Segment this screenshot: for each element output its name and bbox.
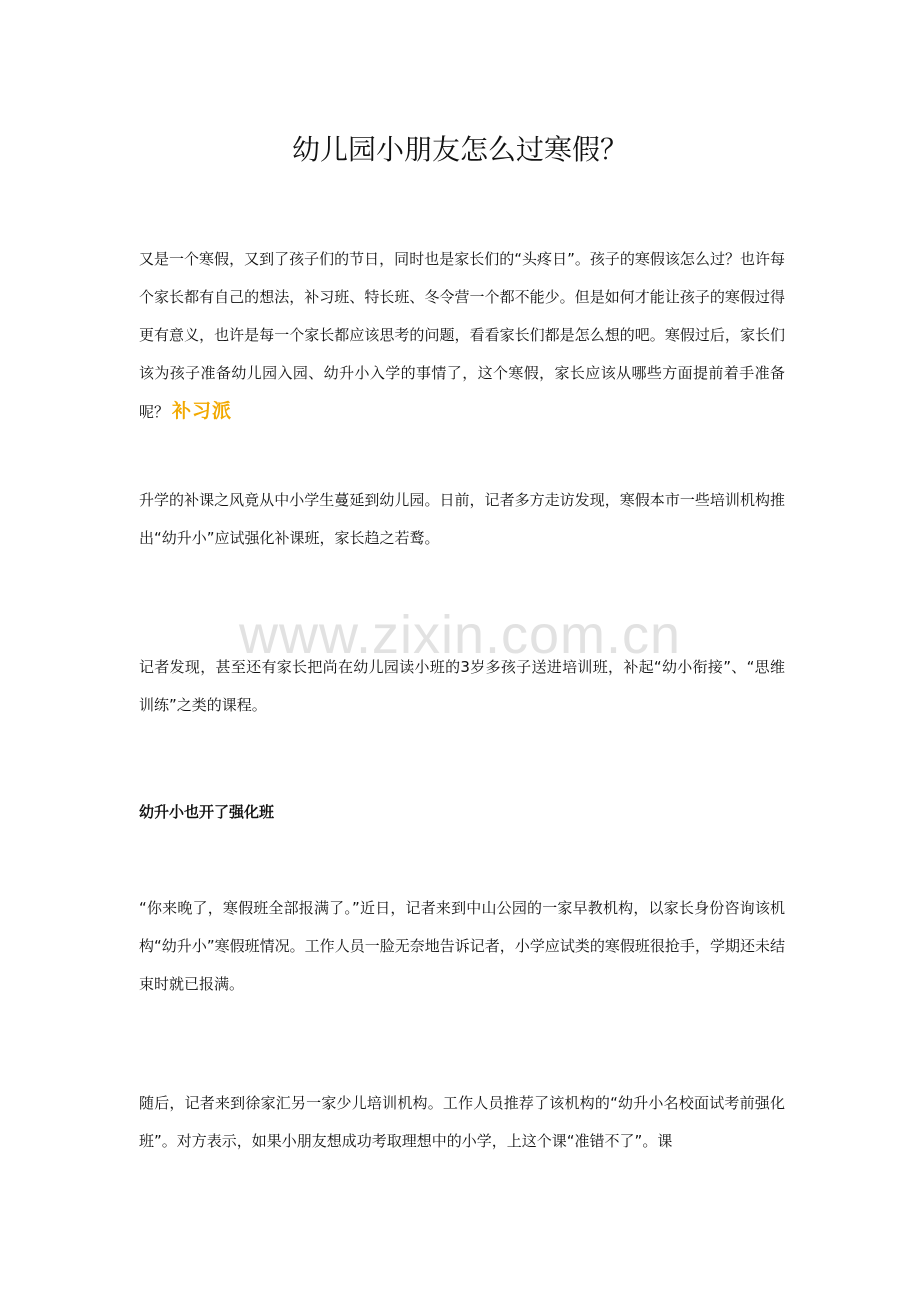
intro-text: 又是一个寒假，又到了孩子们的节日，同时也是家长们的“头疼日”。孩子的寒假该怎么过？也许每个家长都有自己的想法，补习班、特长班、冬令营一个都不能少。但是如何才能让孩子的寒假过得更有意义，也许是每一个家长都应该思考的问题，看看家长们都是怎么想的吧。寒假过后，家长们该为孩子准备幼儿园入园、幼升小入学的事情了，这个寒假，家长应该从哪些方面提前着手准备呢？ (139, 250, 785, 421)
brand-label: 补习派 (172, 400, 233, 422)
intro-paragraph (139, 240, 785, 431)
paragraph-spread: 升学的补课之风竟从中小学生蔓延到幼儿园。日前，记者多方走访发现，寒假本市一些培训机构推出“幼升小”应试强化补课班，家长趋之若鹜。 (139, 491, 785, 547)
paragraph-registration-full: “你来晚了，寒假班全部报满了。”近日，记者来到中山公园的一家早教机构，以家长身份咨询该机构“幼升小”寒假班情况。工作人员一脸无奈地告诉记者，小学应试类的寒假班很抢手，学期还未结束时就已报满。 (139, 899, 785, 993)
paragraph-xujiahui: 随后，记者来到徐家汇另一家少儿培训机构。工作人员推荐了该机构的“幼升小名校面试考前强化班”。对方表示，如果小朋友想成功考取理想中的小学，上这个课“准错不了”。课 (139, 1094, 785, 1150)
section-heading: 幼升小也开了强化班 (139, 803, 275, 821)
document-title: 幼儿园小朋友怎么过寒假？ (291, 133, 628, 166)
paragraph-reporter-finding: 记者发现，甚至还有家长把尚在幼儿园读小班的3岁多孩子送进培训班，补起“幼小衔接”、“思维训练”之类的课程。 (139, 658, 785, 714)
watermark-text: www.zixin.com.cn (238, 605, 682, 665)
